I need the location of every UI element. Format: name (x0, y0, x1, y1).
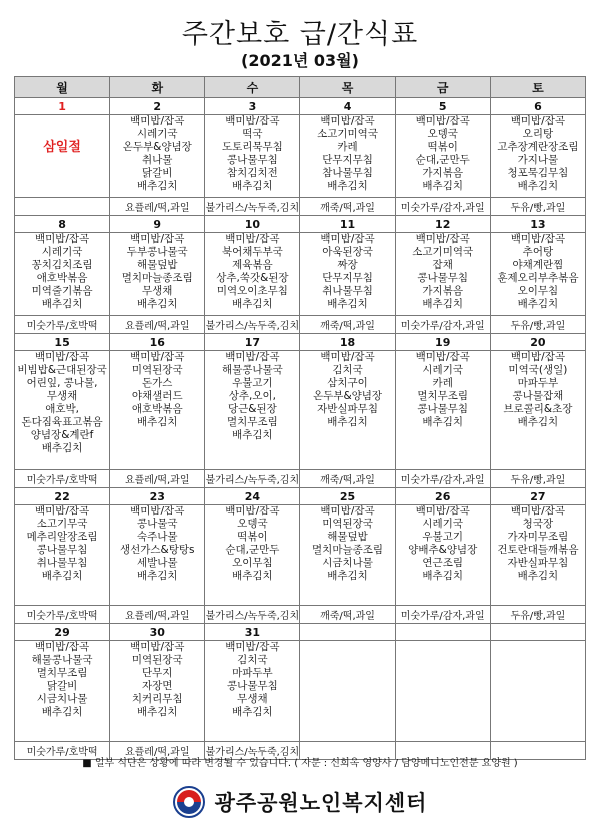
date-cell: 16 (110, 334, 205, 351)
menu-item: 배추김치 (422, 298, 463, 310)
menu-item: 배추김치 (232, 180, 273, 192)
menu-item: 소고기미역국 (317, 128, 378, 140)
lunch-cell (300, 351, 395, 470)
menu-item: 백미밥/잡곡 (130, 115, 185, 127)
lunch-cell (490, 641, 585, 742)
day-header: 금 (395, 77, 490, 98)
menu-item: 카레 (337, 141, 358, 153)
snack-cell: 불가리스/녹두죽,김치 (205, 198, 300, 216)
snack-cell: 요플레/떡,과일 (110, 198, 205, 216)
menu-item: 백미밥/잡곡 (34, 233, 90, 245)
lunch-cell (300, 233, 395, 316)
menu-item: 시금치나물 (322, 557, 373, 569)
menu-item: 배추김치 (422, 180, 463, 192)
menu-item: 야채계란찜 (512, 259, 564, 271)
menu-item: 배추김치 (327, 570, 368, 582)
menu-item: 당근&된장 (228, 403, 277, 415)
date-cell: 20 (490, 334, 585, 351)
menu-item: 백미밥/잡곡 (415, 505, 470, 517)
menu-item: 단무지무침 (322, 272, 373, 284)
menu-item: 닭갈비 (142, 167, 173, 179)
menu-item: 배추김치 (422, 416, 463, 428)
menu-item: 백미밥/잡곡 (225, 505, 280, 517)
menu-item: 미역국(생일) (508, 364, 568, 376)
menu-item: 메추리알장조림 (26, 531, 98, 543)
snack-cell: 미숫가루/호박떡 (15, 742, 110, 760)
menu-item: 단무지무침 (322, 154, 373, 166)
page-title: 주간보호 급/간식표 (181, 19, 419, 50)
snack-cell: 두유/빵,과일 (490, 470, 585, 488)
menu-item: 무생채 (237, 693, 268, 705)
date-cell: 15 (15, 334, 110, 351)
menu-item: 가지나물 (517, 154, 559, 166)
menu-item: 배추김치 (517, 180, 559, 192)
menu-item: 꽁치김치조림 (31, 259, 93, 271)
menu-item: 연근조림 (422, 557, 463, 569)
snack-cell: 불가리스/녹두죽,김치 (205, 742, 300, 760)
menu-item: 미역된장국 (131, 364, 183, 376)
menu-item: 미역된장국 (131, 654, 183, 666)
snack-cell: 요플레/떡,과일 (110, 470, 205, 488)
day-header: 목 (300, 77, 395, 98)
menu-item: 김치국 (332, 364, 363, 376)
menu-item: 오리탕 (522, 128, 554, 140)
menu-item: 비빔밥&근대된장국 (17, 364, 107, 376)
day-header: 월 (15, 77, 110, 98)
lunch-cell (15, 233, 110, 316)
lunch-cell (15, 505, 110, 606)
menu-item: 백미밥/잡곡 (320, 351, 375, 363)
menu-item: 미역줄기볶음 (31, 285, 93, 297)
lunch-cell (300, 115, 395, 198)
menu-body (15, 98, 586, 760)
snack-cell: 미숫가루/호박떡 (15, 606, 110, 624)
menu-item: 상추,오이, (228, 390, 277, 402)
menu-item: 짜장 (337, 259, 358, 271)
menu-item: 배추김치 (517, 298, 559, 310)
snack-cell: 요플레/떡,과일 (110, 742, 205, 760)
lunch-cell (110, 351, 205, 470)
day-header: 화 (110, 77, 205, 98)
lunch-cell (490, 115, 585, 198)
snack-cell: 두유/빵,과일 (490, 606, 585, 624)
menu-item: 순대,군만두 (225, 544, 280, 556)
menu-item: 백미밥/잡곡 (320, 505, 375, 517)
date-cell: 8 (15, 216, 110, 233)
snack-cell: 불가리스/녹두죽,김치 (205, 316, 300, 334)
menu-item: 백미밥/잡곡 (415, 233, 470, 245)
menu-item: 무생채 (142, 285, 173, 297)
menu-item: 시금치나물 (36, 693, 88, 705)
menu-item: 해물덮밥 (136, 259, 178, 271)
menu-item: 미역된장국 (322, 518, 373, 530)
menu-item: 떡볶이 (427, 141, 458, 153)
date-cell: 24 (205, 488, 300, 505)
menu-item: 추어탕 (522, 246, 554, 258)
menu-item: 치커리무침 (131, 693, 183, 705)
date-row (15, 216, 586, 233)
menu-item: 백미밥/잡곡 (320, 233, 375, 245)
date-cell: 2 (110, 98, 205, 115)
date-cell: 17 (205, 334, 300, 351)
page-subtitle: (2021년 03월) (241, 51, 359, 70)
menu-item: 시레기국 (136, 128, 178, 140)
menu-item: 북어채두부국 (221, 246, 283, 258)
lunch-cell (110, 115, 205, 198)
menu-item: 해물콩나물국 (221, 364, 283, 376)
menu-item: 오이무침 (517, 285, 559, 297)
day-header: 수 (205, 77, 300, 98)
menu-item: 배추김치 (327, 416, 368, 428)
snack-cell: 미숫가루/호박떡 (15, 470, 110, 488)
date-cell: 27 (490, 488, 585, 505)
menu-item: 배추김치 (41, 706, 83, 718)
menu-item: 가자미무조림 (507, 531, 569, 543)
snack-cell: 미숫가루/감자,과일 (395, 606, 490, 624)
menu-item: 어린잎, 콩나물, (26, 377, 98, 389)
menu-item: 잡채 (432, 259, 453, 271)
date-cell: 5 (395, 98, 490, 115)
menu-item: 백미밥/잡곡 (415, 351, 470, 363)
menu-item: 배추김치 (517, 416, 559, 428)
lunch-row (15, 505, 586, 606)
snack-row (15, 470, 586, 488)
menu-item: 야채샐러드 (131, 390, 183, 402)
menu-item: 멸치마늘종조림 (312, 544, 384, 556)
menu-item: 배추김치 (41, 570, 83, 582)
menu-item: 배추김치 (327, 180, 368, 192)
lunch-cell (395, 115, 490, 198)
date-cell: 1 (15, 98, 110, 115)
snack-cell: 두유/빵,과일 (490, 198, 585, 216)
menu-item: 청국장 (522, 518, 554, 530)
menu-item: 콩나물국 (136, 518, 178, 530)
menu-item: 백미밥/잡곡 (510, 115, 566, 127)
menu-item: 온두부&양념장 (122, 141, 192, 153)
menu-item: 애호박, (45, 403, 79, 415)
snack-cell: 불가리스/녹두죽,김치 (205, 470, 300, 488)
menu-item: 세발나물 (136, 557, 178, 569)
menu-item: 가지볶음 (422, 285, 463, 297)
menu-item: 배추김치 (232, 298, 273, 310)
menu-item: 소고기미역국 (412, 246, 474, 258)
day-header-row (15, 77, 586, 98)
snack-cell: 미숫가루/감자,과일 (395, 198, 490, 216)
lunch-cell (205, 351, 300, 470)
menu-item: 참나물무침 (322, 167, 373, 179)
menu-item: 숙주나물 (136, 531, 178, 543)
footer (0, 782, 600, 822)
lunch-cell (205, 505, 300, 606)
menu-item: 도토리묵무침 (221, 141, 283, 153)
menu-item: 멸치무조림 (36, 667, 88, 679)
menu-item: 고추장계란장조림 (497, 141, 579, 153)
snack-cell: 깨죽/떡,과일 (300, 316, 395, 334)
menu-item: 순대,군만두 (415, 154, 470, 166)
snack-cell: 불가리스/녹두죽,김치 (205, 606, 300, 624)
menu-table (14, 76, 586, 760)
menu-item: 양념장&계란f (30, 429, 94, 441)
lunch-cell (395, 641, 490, 742)
menu-item: 떡볶이 (237, 531, 268, 543)
menu-item: 아욱된장국 (322, 246, 373, 258)
menu-item: 상추,쑥갓&된장 (216, 272, 289, 284)
menu-item: 백미밥/잡곡 (225, 351, 280, 363)
menu-item: 브로콜리&초장 (503, 403, 573, 415)
date-cell: 12 (395, 216, 490, 233)
menu-item: 무생채 (46, 390, 78, 402)
organization-logo-icon (173, 786, 205, 818)
menu-item: 백미밥/잡곡 (225, 233, 280, 245)
menu-item: 우불고기 (422, 531, 463, 543)
menu-item: 배추김치 (517, 570, 559, 582)
notice-text: ■ 일부 식단은 상황에 따라 변경될 수 있습니다. ( 자문 : 신희옥 영양사 / 담양메니노인전문 요양원 ) (82, 758, 518, 769)
menu-item: 훈제오리부추볶음 (497, 272, 579, 284)
lunch-cell (110, 641, 205, 742)
lunch-cell (300, 505, 395, 606)
menu-item: 콩나물무침 (36, 544, 88, 556)
menu-item: 백미밥/잡곡 (34, 351, 90, 363)
menu-item: 삼치구이 (327, 377, 368, 389)
menu-item: 소고기무국 (36, 518, 88, 530)
menu-item: 콩나물잡채 (512, 390, 564, 402)
menu-item: 멸치마늘종조림 (121, 272, 193, 284)
menu-item: 온두부&양념장 (313, 390, 383, 402)
menu-item: 배추김치 (136, 570, 178, 582)
lunch-cell (490, 351, 585, 470)
menu-item: 백미밥/잡곡 (415, 115, 470, 127)
menu-item: 백미밥/잡곡 (34, 505, 90, 517)
date-cell: 30 (110, 624, 205, 641)
lunch-cell (395, 351, 490, 470)
menu-item: 카레 (432, 377, 453, 389)
menu-item: 배추김치 (422, 570, 463, 582)
lunch-cell (395, 505, 490, 606)
menu-item: 오뎅국 (427, 128, 458, 140)
menu-item: 배추김치 (136, 706, 178, 718)
menu-item: 단무지 (142, 667, 173, 679)
menu-item: 취나물 (142, 154, 173, 166)
snack-row (15, 606, 586, 624)
date-cell: 4 (300, 98, 395, 115)
date-cell: 25 (300, 488, 395, 505)
menu-item: 해물콩나물국 (31, 654, 93, 666)
snack-cell: 깨죽/떡,과일 (300, 606, 395, 624)
menu-item: 백미밥/잡곡 (510, 351, 566, 363)
day-header: 토 (490, 77, 585, 98)
menu-item: 백미밥/잡곡 (510, 233, 566, 245)
snack-cell: 깨죽/떡,과일 (300, 198, 395, 216)
lunch-cell (300, 641, 395, 742)
menu-item: 백미밥/잡곡 (130, 505, 185, 517)
menu-item: 시레기국 (41, 246, 83, 258)
menu-item: 백미밥/잡곡 (34, 641, 90, 653)
lunch-cell (110, 233, 205, 316)
menu-item: 마파두부 (517, 377, 559, 389)
menu-item: 콩나물무침 (417, 403, 469, 415)
menu-item: 두부콩나물국 (126, 246, 188, 258)
date-row (15, 98, 586, 115)
menu-item: 미역오이초무침 (216, 285, 288, 297)
holiday-label: 삼일절 (43, 140, 81, 155)
date-cell: 3 (205, 98, 300, 115)
date-cell: 18 (300, 334, 395, 351)
menu-item: 돈다짐육표고볶음 (21, 416, 103, 428)
menu-item: 배추김치 (232, 429, 273, 441)
date-cell: 29 (15, 624, 110, 641)
menu-item: 오뎅국 (237, 518, 268, 530)
menu-item: 백미밥/잡곡 (130, 233, 185, 245)
menu-item: 백미밥/잡곡 (320, 115, 375, 127)
snack-cell (15, 198, 110, 216)
menu-item: 배추김치 (136, 416, 178, 428)
lunch-cell (205, 115, 300, 198)
lunch-cell (395, 233, 490, 316)
date-cell: 26 (395, 488, 490, 505)
lunch-row (15, 115, 586, 198)
menu-item: 배추김치 (41, 298, 83, 310)
menu-item: 닭갈비 (46, 680, 78, 692)
lunch-cell (205, 233, 300, 316)
date-cell: 19 (395, 334, 490, 351)
lunch-cell (15, 351, 110, 470)
date-cell (300, 624, 395, 641)
lunch-cell (490, 505, 585, 606)
menu-item: 배추김치 (232, 706, 273, 718)
menu-item: 자반실파무침 (317, 403, 378, 415)
menu-item: 참치김치전 (227, 167, 278, 179)
menu-item: 자반실파무침 (507, 557, 569, 569)
date-cell: 9 (110, 216, 205, 233)
date-cell: 13 (490, 216, 585, 233)
date-cell (490, 624, 585, 641)
menu-item: 청포묵김무침 (507, 167, 569, 179)
date-row (15, 334, 586, 351)
snack-cell: 두유/빵,과일 (490, 316, 585, 334)
menu-item: 콩나물무침 (227, 680, 278, 692)
snack-cell: 요플레/떡,과일 (110, 316, 205, 334)
lunch-cell (490, 233, 585, 316)
date-row (15, 624, 586, 641)
lunch-row (15, 233, 586, 316)
menu-item: 양배추&양념장 (408, 544, 478, 556)
lunch-cell (15, 115, 110, 198)
menu-item: 백미밥/잡곡 (130, 641, 185, 653)
menu-item: 가지볶음 (422, 167, 463, 179)
lunch-row (15, 641, 586, 742)
menu-item: 마파두부 (232, 667, 273, 679)
snack-cell: 미숫가루/호박떡 (15, 316, 110, 334)
menu-item: 해물덮밥 (327, 531, 368, 543)
menu-item: 멸치무조림 (417, 390, 469, 402)
menu-item: 콩나물무침 (417, 272, 469, 284)
menu-item: 취나물무침 (36, 557, 88, 569)
date-cell: 23 (110, 488, 205, 505)
menu-item: 애호박볶음 (36, 272, 88, 284)
menu-item: 건토란대들깨볶음 (497, 544, 579, 556)
snack-cell: 요플레/떡,과일 (110, 606, 205, 624)
organization-name: 광주공원노인복지센터 (214, 791, 428, 815)
menu-item: 백미밥/잡곡 (225, 115, 280, 127)
menu-item: 자장면 (142, 680, 173, 692)
menu-item: 애호박볶음 (131, 403, 183, 415)
menu-item: 생선가스&탕탕s (119, 544, 195, 556)
date-cell: 22 (15, 488, 110, 505)
menu-item: 배추김치 (41, 442, 83, 454)
lunch-cell (110, 505, 205, 606)
date-cell: 10 (205, 216, 300, 233)
menu-item: 김치국 (237, 654, 268, 666)
snack-cell: 깨죽/떡,과일 (300, 470, 395, 488)
menu-item: 돈가스 (142, 377, 173, 389)
snack-cell: 미숫가루/감자,과일 (395, 470, 490, 488)
date-cell (395, 624, 490, 641)
menu-item: 취나물무침 (322, 285, 373, 297)
snack-row (15, 198, 586, 216)
date-cell: 6 (490, 98, 585, 115)
menu-item: 우불고기 (232, 377, 273, 389)
menu-item: 시레기국 (422, 364, 463, 376)
menu-item: 시레기국 (422, 518, 463, 530)
snack-cell: 미숫가루/감자,과일 (395, 316, 490, 334)
menu-item: 백미밥/잡곡 (510, 505, 566, 517)
lunch-cell (15, 641, 110, 742)
menu-item: 콩나물무침 (227, 154, 278, 166)
date-cell: 11 (300, 216, 395, 233)
menu-item: 배추김치 (136, 180, 178, 192)
date-row (15, 488, 586, 505)
menu-item: 백미밥/잡곡 (130, 351, 185, 363)
menu-item: 멸치무조림 (227, 416, 278, 428)
menu-item: 배추김치 (232, 570, 273, 582)
lunch-row (15, 351, 586, 470)
snack-row (15, 316, 586, 334)
lunch-cell (205, 641, 300, 742)
menu-item: 떡국 (242, 128, 263, 140)
menu-item: 배추김치 (327, 298, 368, 310)
menu-item: 배추김치 (136, 298, 178, 310)
menu-item: 백미밥/잡곡 (225, 641, 280, 653)
menu-item: 제육볶음 (232, 259, 273, 271)
menu-item: 오이무침 (232, 557, 273, 569)
date-cell: 31 (205, 624, 300, 641)
